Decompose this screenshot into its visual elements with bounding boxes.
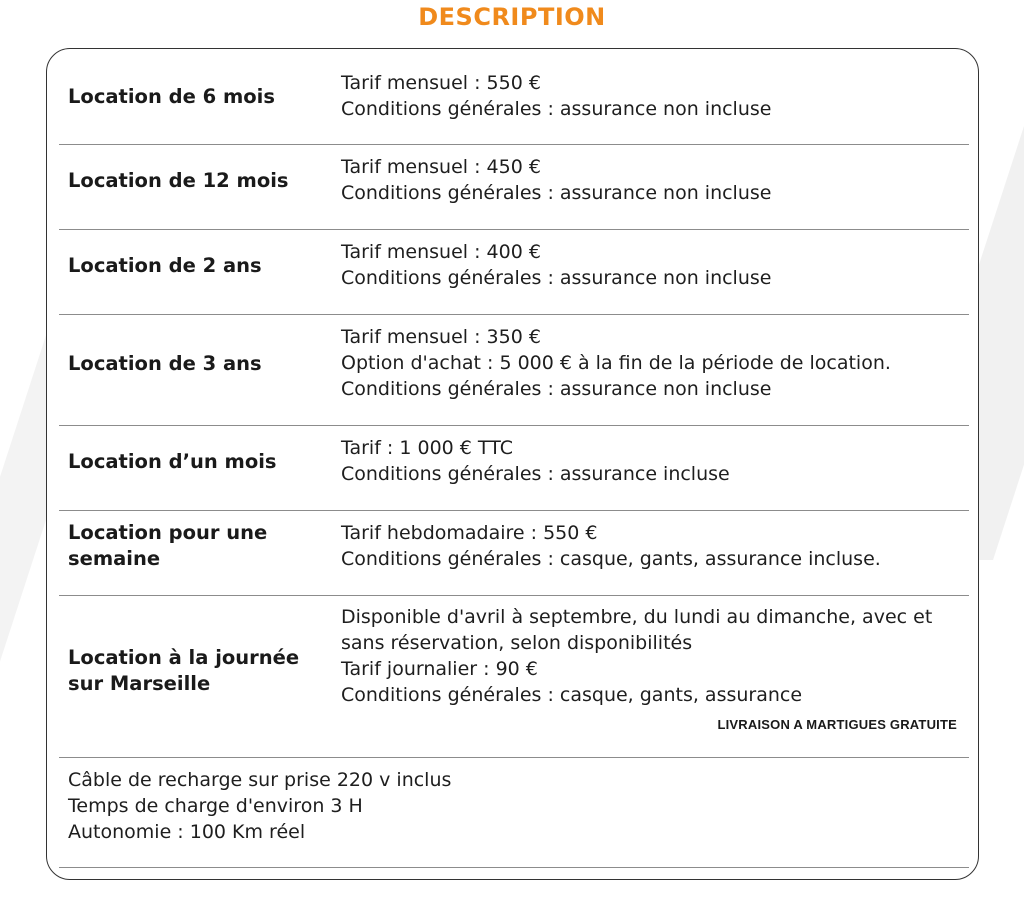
pricing-card [46, 48, 979, 880]
divider [59, 867, 969, 868]
row-label: Location pour une semaine [68, 521, 268, 570]
table-row [59, 511, 969, 596]
detail-line: Tarif : 1 000 € TTC [341, 437, 513, 459]
detail-line: Tarif mensuel : 450 € [341, 156, 541, 178]
detail-line: Conditions générales : casque, gants, assurance incluse. [341, 548, 881, 570]
table-row [59, 230, 969, 315]
page-title: DESCRIPTION [418, 3, 606, 31]
footer-line: Temps de charge d'environ 3 H [68, 795, 363, 817]
detail-line: Conditions générales : assurance non incluse [341, 267, 772, 289]
footer-line: Câble de recharge sur prise 220 v inclus [68, 769, 452, 791]
row-details [341, 520, 961, 572]
detail-line: Tarif mensuel : 350 € [341, 326, 541, 348]
row-details [341, 324, 961, 402]
detail-line: Conditions générales : assurance non incluse [341, 182, 772, 204]
table-row [59, 596, 969, 758]
delivery-note: LIVRAISON A MARTIGUES GRATUITE [717, 717, 957, 732]
footer-line: Autonomie : 100 Km réel [68, 821, 306, 843]
table-row [59, 315, 969, 426]
detail-line: Tarif mensuel : 400 € [341, 241, 541, 263]
row-details [341, 239, 961, 291]
detail-line: Disponible d'avril à septembre, du lundi au dimanche, avec et sans réservation, selon disponibilités [341, 606, 933, 654]
table-row [59, 145, 969, 230]
row-details [341, 604, 961, 708]
row-label: Location d’un mois [68, 450, 277, 473]
table-row [59, 49, 969, 145]
detail-line: Conditions générales : casque, gants, assurance [341, 684, 803, 706]
detail-line: Option d'achat : 5 000 € à la fin de la période de location. [341, 352, 891, 374]
detail-line: Tarif hebdomadaire : 550 € [341, 522, 598, 544]
detail-line: Conditions générales : assurance non incluse [341, 98, 772, 120]
row-label: Location de 12 mois [68, 169, 289, 192]
row-details [341, 435, 961, 487]
row-details [341, 70, 961, 122]
detail-line: Conditions générales : assurance incluse [341, 463, 730, 485]
row-label: Location de 6 mois [68, 85, 275, 108]
detail-line: Tarif mensuel : 550 € [341, 72, 541, 94]
footer-info [68, 767, 451, 845]
row-details [341, 154, 961, 206]
table-row [59, 426, 969, 511]
detail-line: Conditions générales : assurance non incluse [341, 378, 772, 400]
detail-line: Tarif journalier : 90 € [341, 658, 538, 680]
row-label: Location à la journée sur Marseille [68, 646, 300, 695]
row-label: Location de 3 ans [68, 352, 262, 375]
row-label: Location de 2 ans [68, 254, 262, 277]
